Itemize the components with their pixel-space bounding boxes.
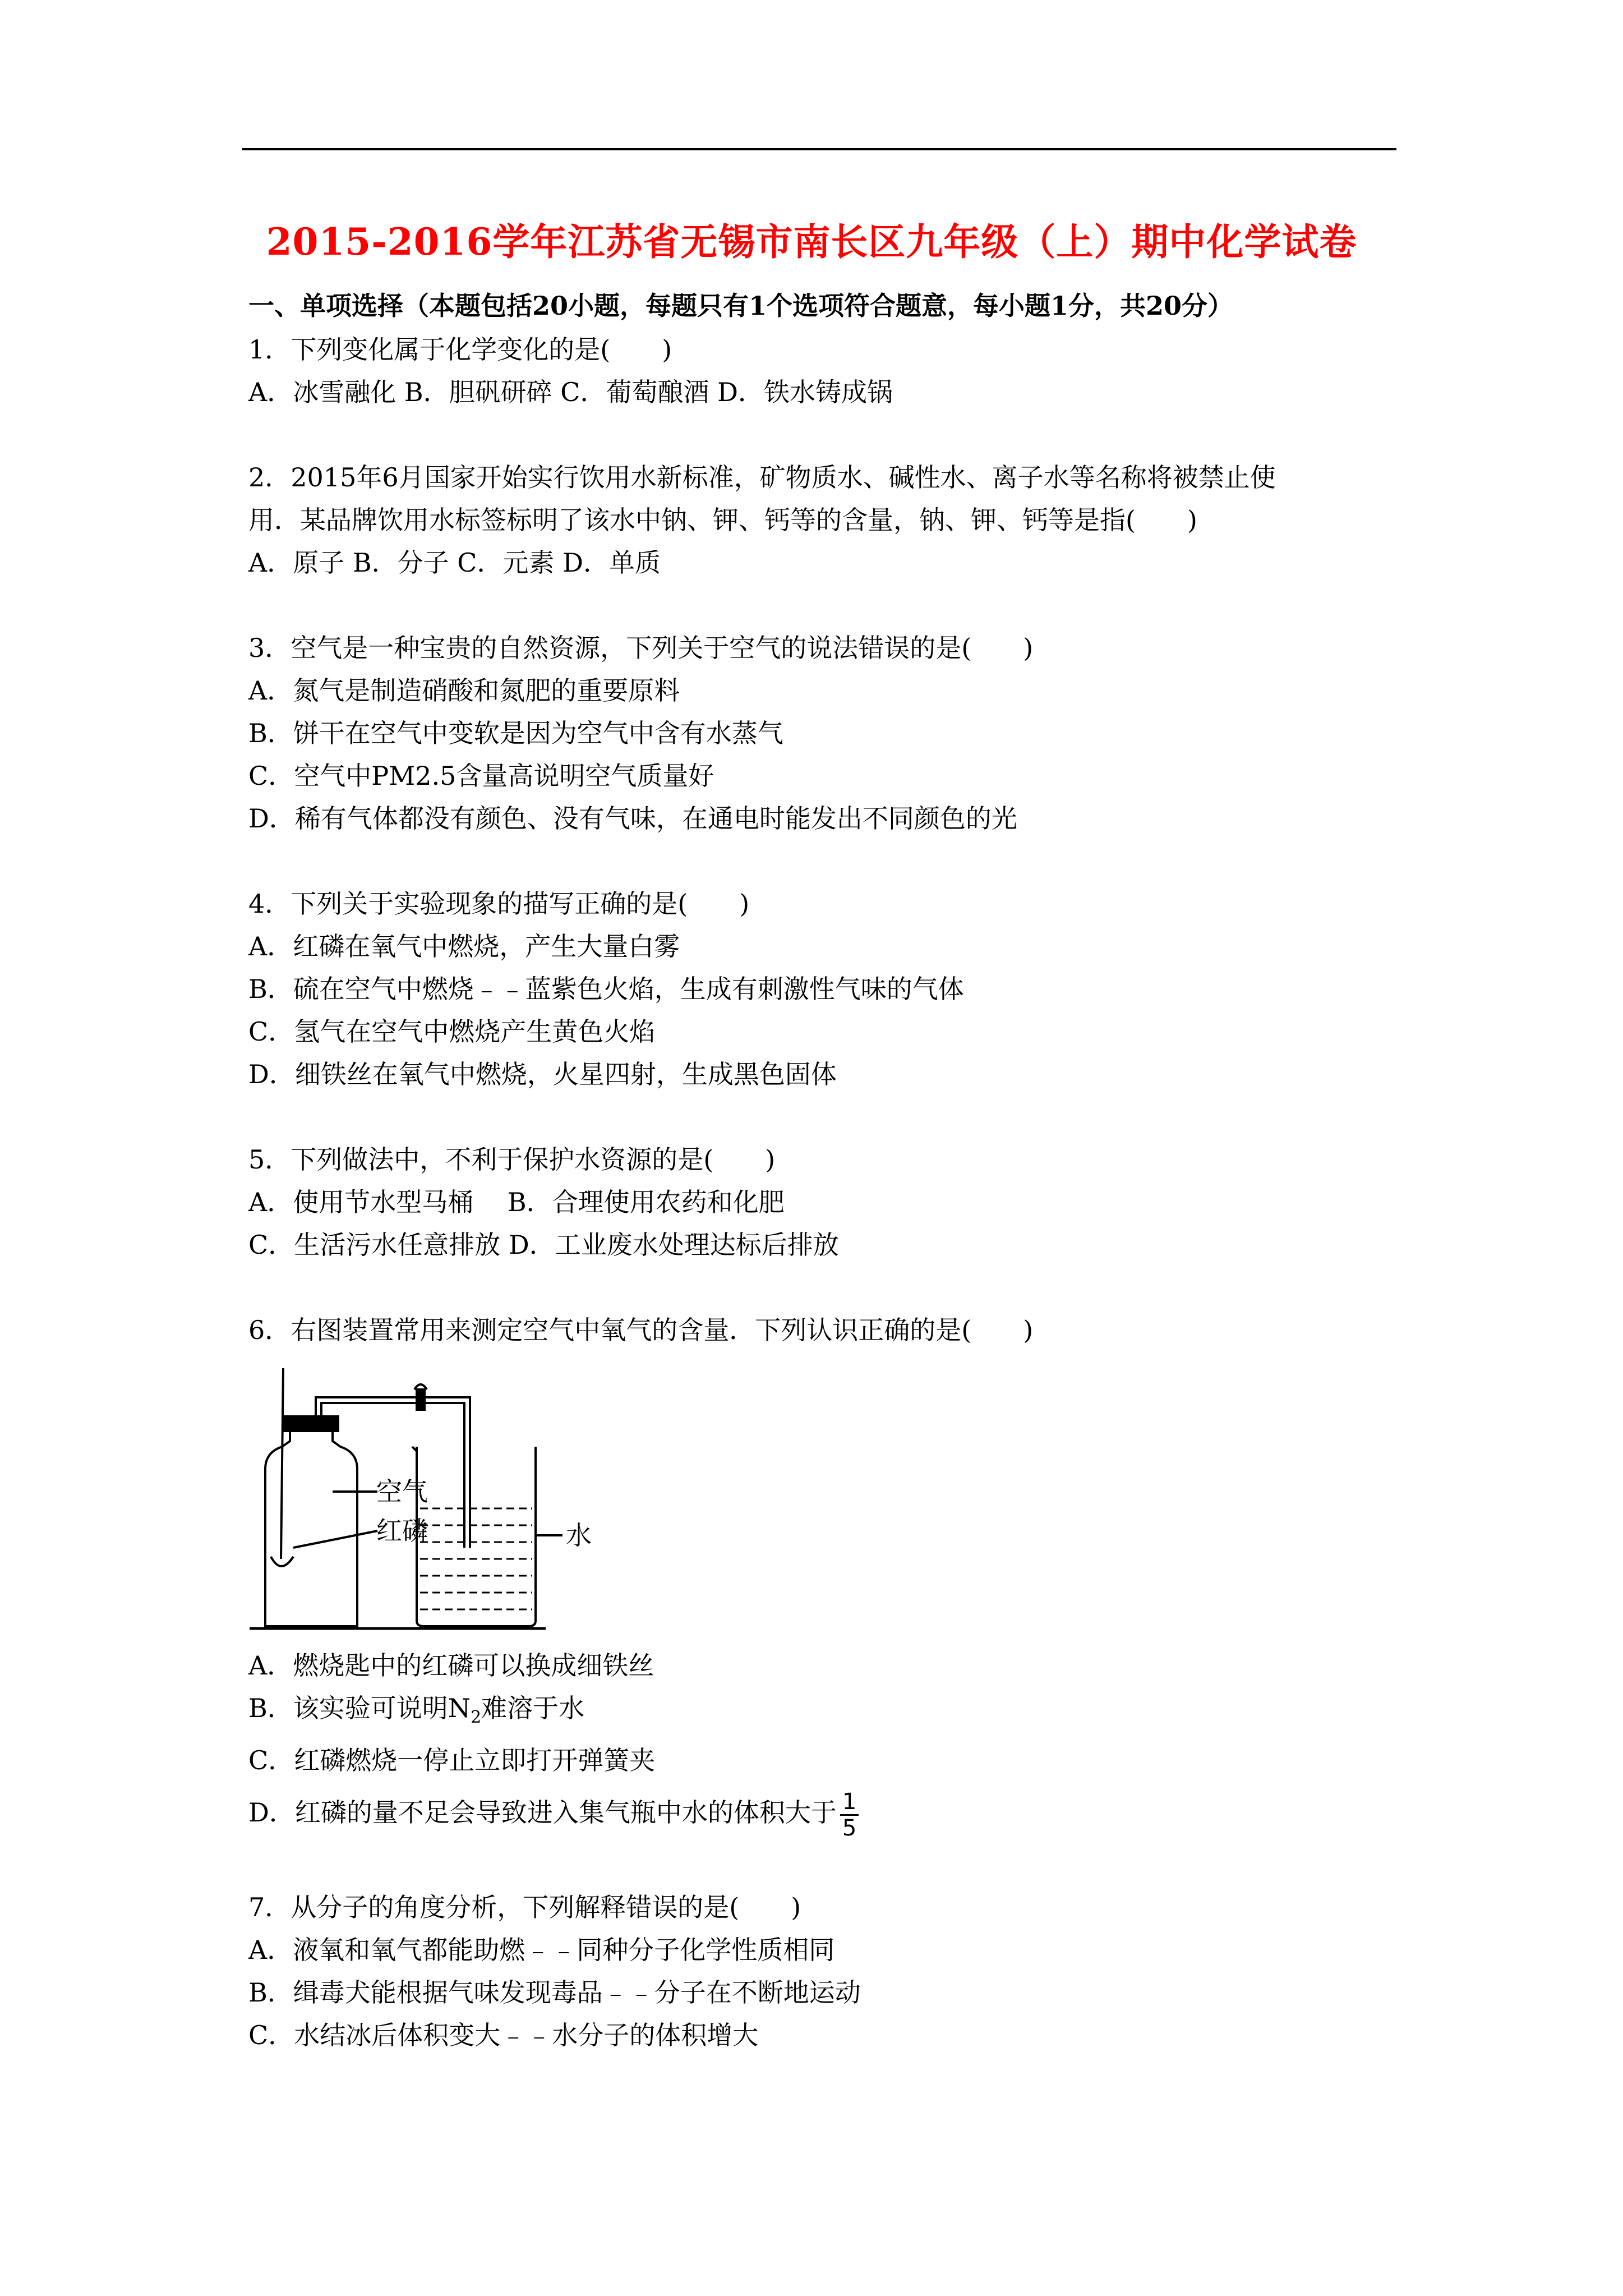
question-option: A．液氧和氧气都能助燃﹣﹣同种分子化学性质相同 <box>248 1935 835 1966</box>
header-rule <box>242 148 1396 150</box>
gas-bottle <box>265 1429 357 1626</box>
question-2 <box>248 456 1398 584</box>
section-heading: 一、单项选择（本题包括20小题，每题只有1个选项符合题意，每小题1分，共20分） <box>248 291 1234 321</box>
question-option: C．空气中PM2.5含量高说明空气质量好 <box>248 761 714 791</box>
question-stem: 3．空气是一种宝贵的自然资源，下列关于空气的说法错误的是( ) <box>248 633 1034 663</box>
question-option: B．硫在空气中燃烧﹣﹣蓝紫色火焰，生成有刺激性气味的气体 <box>248 974 964 1004</box>
label-phosphorus: 红磷 <box>376 1516 428 1546</box>
question-option <box>248 1782 1398 1843</box>
question-option: A．使用节水型马桶 B．合理使用农药和化肥 <box>248 1187 785 1217</box>
question-option: A．氮气是制造硝酸和氮肥的重要原料 <box>248 675 680 706</box>
question-option: A．冰雪融化 B．胆矾研碎 C．葡萄酿酒 D．铁水铸成锅 <box>248 377 893 407</box>
question-option: C．水结冰后体积变大﹣﹣水分子的体积增大 <box>248 2020 759 2051</box>
question-option <box>248 1687 1398 1739</box>
subscript: 2 <box>471 1708 482 1728</box>
fraction-denominator: 5 <box>842 1815 857 1841</box>
question-option: B．饼干在空气中变软是因为空气中含有水蒸气 <box>248 718 783 748</box>
water-level <box>420 1508 532 1609</box>
question-option: D．稀有气体都没有颜色、没有气味，在通电时能发出不同颜色的光 <box>248 803 1017 834</box>
label-water: 水 <box>566 1520 592 1550</box>
apparatus-figure <box>248 1357 652 1637</box>
stopper <box>284 1416 338 1431</box>
question-1 <box>248 328 1398 413</box>
apparatus-diagram <box>248 1357 652 1637</box>
option-text: B．该实验可说明N <box>248 1693 471 1723</box>
question-stem: 7．从分子的角度分析，下列解释错误的是( ) <box>248 1892 801 1923</box>
spring-clamp <box>417 1389 425 1410</box>
question-option: C．红磷燃烧一停止立即打开弹簧夹 <box>248 1745 656 1776</box>
label-air: 空气 <box>376 1476 428 1507</box>
page-title: 2015-2016学年江苏省无锡市南长区九年级（上）期中化学试卷 <box>266 220 1357 264</box>
question-stem: 1．下列变化属于化学变化的是( ) <box>248 334 672 365</box>
spoon-rod <box>281 1368 283 1559</box>
question-stem: 4．下列关于实验现象的描写正确的是( ) <box>248 889 750 919</box>
question-4 <box>248 882 1398 1096</box>
question-stem: 2．2015年6月国家开始实行饮用水新标准，矿物质水、碱性水、离子水等名称将被禁止使 <box>248 462 1276 493</box>
question-stem: 5．下列做法中，不利于保护水资源的是( ) <box>248 1144 776 1175</box>
question-3 <box>248 627 1398 840</box>
question-5 <box>248 1138 1398 1266</box>
question-stem: 用．某品牌饮用水标签标明了该水中钠、钾、钙等的含量，钠、钾、钙等是指( ) <box>248 505 1197 535</box>
option-text: 难溶于水 <box>481 1693 585 1723</box>
question-option: A．原子 B．分子 C．元素 D．单质 <box>248 547 661 578</box>
question-option: D．细铁丝在氧气中燃烧，火星四射，生成黑色固体 <box>248 1059 837 1089</box>
question-option: A．红磷在氧气中燃烧，产生大量白雾 <box>248 931 680 961</box>
question-6 <box>248 1309 1398 1843</box>
question-option: B．缉毒犬能根据气味发现毒品﹣﹣分子在不断地运动 <box>248 1977 861 2008</box>
option-text: D．红磷的量不足会导致进入集气瓶中水的体积大于 <box>248 1797 837 1828</box>
question-option: A．燃烧匙中的红磷可以换成细铁丝 <box>248 1650 654 1681</box>
question-7 <box>248 1886 1398 2056</box>
beaker <box>417 1447 536 1626</box>
question-option: C．氢气在空气中燃烧产生黄色火焰 <box>248 1016 656 1047</box>
question-option: C．生活污水任意排放 D．工业废水处理达标后排放 <box>248 1230 839 1260</box>
exam-content <box>248 283 1398 2056</box>
fraction-numerator: 1 <box>840 1789 859 1816</box>
question-stem: 6．右图装置常用来测定空气中氧气的含量．下列认识正确的是( ) <box>248 1315 1034 1345</box>
fraction <box>840 1789 859 1841</box>
